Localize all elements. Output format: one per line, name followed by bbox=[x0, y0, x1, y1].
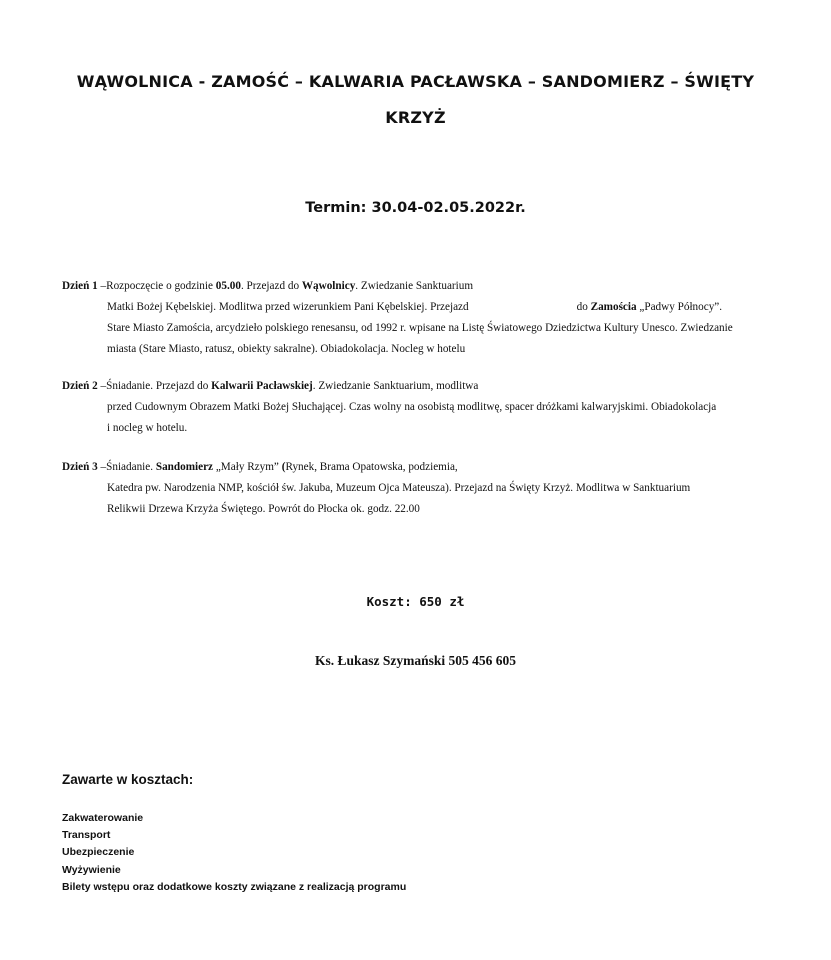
trip-dates: Termin: 30.04-02.05.2022r. bbox=[305, 200, 526, 216]
day-2-line-2: przed Cudownym Obrazem Matki Bożej Słuchającej. Czas wolny na osobistą modlitwę, spacer dróżkami kalwaryjskimi. Obiadokolacja bbox=[107, 401, 717, 413]
day-3-label: Dzień 3 bbox=[62, 461, 98, 473]
included-item: Bilety wstępu oraz dodatkowe koszty związane z realizacją programu bbox=[62, 880, 407, 893]
day-3-line-1: Dzień 3 –Śniadanie. Sandomierz „Mały Rzym” (Rynek, Brama Opatowska, podziemia, bbox=[62, 461, 458, 473]
day-3-line-3: Relikwii Drzewa Krzyża Świętego. Powrót do Płocka ok. godz. 22.00 bbox=[107, 503, 420, 515]
title-line-1: WĄWOLNICA - ZAMOŚĆ – KALWARIA PACŁAWSKA – SANDOMIERZ – ŚWIĘTY bbox=[76, 72, 755, 91]
day-1-line-1: Dzień 1 –Rozpoczęcie o godzinie 05.00. Przejazd do Wąwolnicy. Zwiedzanie Sanktuarium bbox=[62, 280, 474, 292]
day-2-label: Dzień 2 bbox=[62, 380, 98, 392]
day-3-line-2: Katedra pw. Narodzenia NMP, kościół św. Jakuba, Muzeum Ojca Mateusza). Przejazd na Święty Krzyż. Modlitwa w Sanktuarium bbox=[107, 482, 691, 494]
trip-price: Koszt: 650 zł bbox=[366, 594, 465, 609]
title-line-2: KRZYŻ bbox=[385, 108, 446, 127]
day-2-line-1: Dzień 2 –Śniadanie. Przejazd do Kalwarii Pacławskiej. Zwiedzanie Sanktuarium, modlitwa bbox=[62, 380, 479, 392]
day-1-program bbox=[62, 276, 782, 360]
included-item: Wyżywienie bbox=[62, 863, 121, 876]
day-1-line-4: miasta (Stare Miasto, ratusz, obiekty sakralne). Obiadokolacja. Nocleg w hotelu bbox=[107, 343, 466, 355]
contact-person: Ks. Łukasz Szymański 505 456 605 bbox=[314, 653, 517, 668]
included-item: Transport bbox=[62, 829, 111, 842]
day-1-line-3: Stare Miasto Zamościa, arcydzieło polskiego renesansu, od 1992 r. wpisane na Listę Światowego Dziedzictwa Kultury Unesco. Zwiedzanie bbox=[107, 322, 733, 334]
document-title bbox=[60, 64, 771, 136]
included-item: Ubezpieczenie bbox=[62, 846, 135, 859]
day-1-line-2: Matki Bożej Kębelskiej. Modlitwa przed wizerunkiem Pani Kębelskiej. Przejazd do Zamościa „Padwy Północy”. bbox=[107, 301, 723, 313]
day-3-program bbox=[62, 457, 782, 520]
day-2-program bbox=[62, 376, 782, 439]
day-2-line-3: i nocleg w hotelu. bbox=[107, 422, 188, 434]
included-item: Zakwaterowanie bbox=[62, 812, 144, 824]
included-costs-heading: Zawarte w kosztach: bbox=[62, 772, 194, 787]
included-costs-list bbox=[62, 810, 406, 896]
day-1-label: Dzień 1 bbox=[62, 280, 98, 292]
